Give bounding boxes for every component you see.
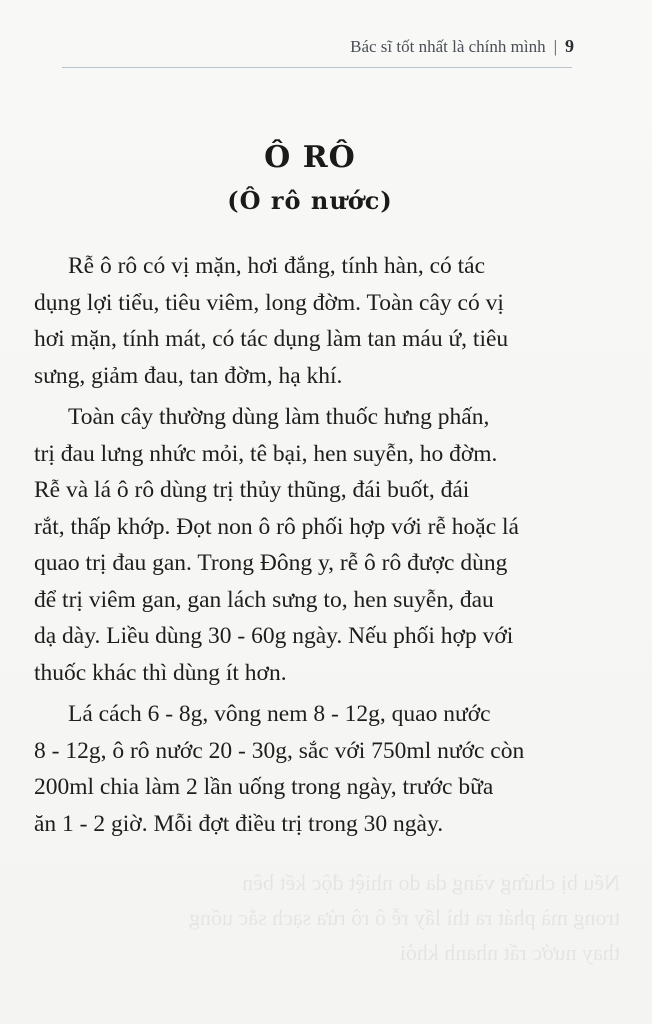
text-line: 200ml chia làm 2 lần uống trong ngày, trước bữa	[34, 774, 494, 800]
article-title: Ô RÔ	[264, 140, 356, 175]
text-line: Lá cách 6 - 8g, vông nem 8 - 12g, quao nước	[68, 701, 491, 727]
text-line: 8 - 12g, ô rô nước 20 - 30g, sắc với 750ml nước còn	[34, 737, 525, 764]
running-header	[350, 36, 574, 57]
text-line: để trị viêm gan, gan lách sưng to, hen suyễn, đau	[34, 586, 494, 613]
text-line: dụng lợi tiểu, tiêu viêm, long đờm. Toàn cây có vị	[34, 289, 504, 316]
text-line: thuốc khác thì dùng ít hơn.	[34, 659, 287, 686]
text-line: ăn 1 - 2 giờ. Mỗi đợt điều trị trong 30 ngày.	[34, 810, 444, 837]
header-rule	[62, 67, 572, 68]
text-line: Rễ ô rô có vị mặn, hơi đắng, tính hàn, có tác	[68, 253, 486, 279]
paragraph	[34, 399, 600, 691]
paragraph	[34, 696, 600, 842]
paragraph	[34, 248, 600, 394]
text-line: hơi mặn, tính mát, có tác dụng làm tan máu ứ, tiêu	[34, 326, 509, 352]
article-subtitle: (Ô rô nước)	[227, 186, 393, 215]
bleed-through-line: Nếu bị chứng vàng da do nhiệt độc kết bên	[242, 870, 620, 895]
running-title: Bác sĩ tốt nhất là chính mình	[350, 36, 546, 56]
text-line: rắt, thấp khớp. Đọt non ô rô phối hợp với rễ hoặc lá	[34, 513, 519, 540]
bleed-through-line: trong mà phát ra thì lấy rễ ô rô rửa sạch sắc uống	[189, 905, 620, 930]
text-line: Rễ và lá ô rô dùng trị thủy thũng, đái buốt, đái	[34, 477, 470, 503]
text-line: sưng, giảm đau, tan đờm, hạ khí.	[34, 362, 343, 389]
text-line: Toàn cây thường dùng làm thuốc hưng phấn,	[68, 404, 490, 430]
text-line: dạ dày. Liều dùng 30 - 60g ngày. Nếu phối hợp với	[34, 623, 514, 649]
header-separator: |	[553, 36, 557, 56]
article-body	[34, 248, 600, 842]
page-number: 9	[565, 36, 574, 56]
text-line: trị đau lưng nhức mỏi, tê bại, hen suyễn, ho đờm.	[34, 440, 498, 467]
text-line: quao trị đau gan. Trong Đông y, rễ ô rô được dùng	[34, 550, 508, 576]
bleed-through-line: thay nước rất nhanh khỏi	[399, 940, 620, 965]
